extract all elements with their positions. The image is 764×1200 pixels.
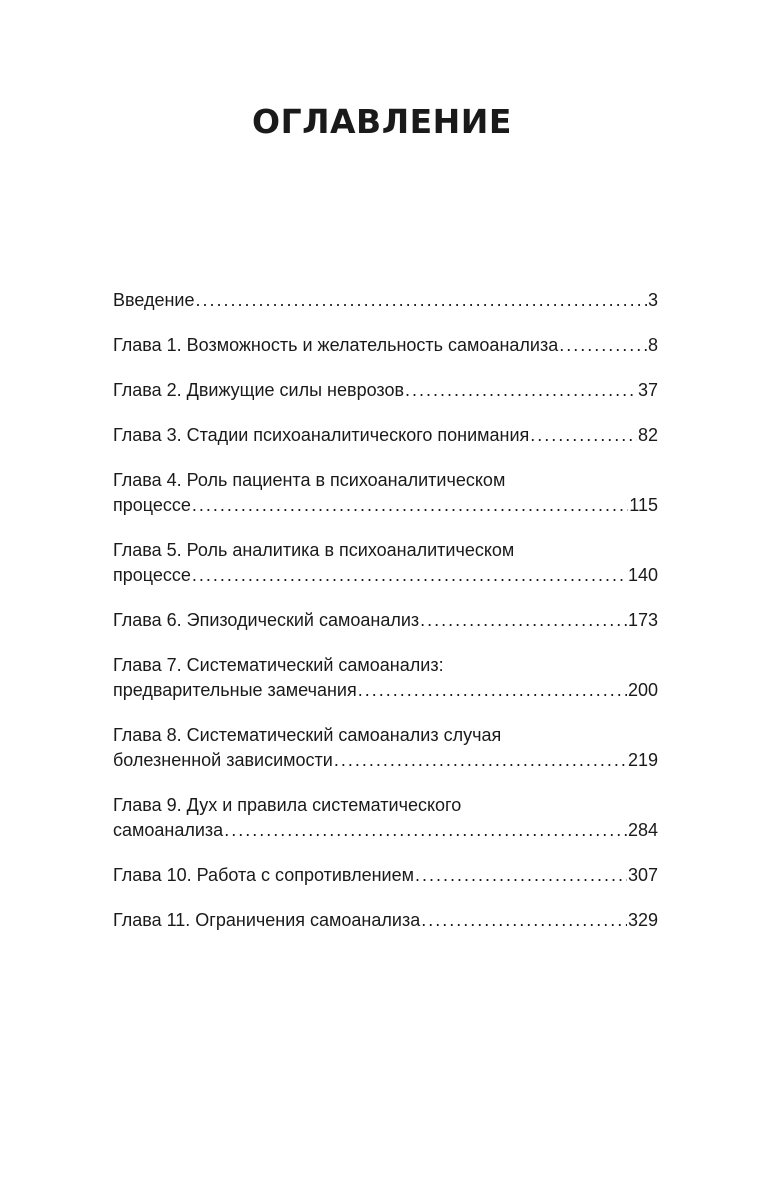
dot-leader bbox=[334, 748, 627, 773]
toc-page-number: 115 bbox=[629, 495, 658, 515]
dot-leader bbox=[358, 678, 627, 703]
dot-leader bbox=[415, 863, 627, 888]
toc-page-number: 284 bbox=[627, 820, 658, 840]
dot-leader bbox=[196, 288, 647, 313]
dot-leader bbox=[192, 493, 628, 518]
toc-page-number: 219 bbox=[627, 750, 658, 770]
toc-entry-title: Глава 10. Работа с сопротивлением bbox=[113, 865, 414, 885]
toc-entry-chapter-11[interactable] bbox=[113, 908, 658, 933]
toc-page-number: 82 bbox=[637, 425, 658, 445]
dot-leader bbox=[192, 563, 627, 588]
toc-entry-title-line-2: самоанализа bbox=[113, 820, 224, 840]
toc-entry-chapter-8[interactable] bbox=[113, 723, 658, 773]
page-title: ОГЛАВЛЕНИЕ bbox=[252, 102, 512, 141]
table-of-contents bbox=[113, 288, 658, 953]
dot-leader bbox=[530, 423, 637, 448]
toc-entry-title-line-2: процессе bbox=[113, 565, 191, 585]
dot-leader bbox=[421, 908, 627, 933]
toc-entry-title: Введение bbox=[113, 290, 195, 310]
dot-leader bbox=[405, 378, 637, 403]
dot-leader bbox=[224, 818, 627, 843]
dot-leader bbox=[559, 333, 647, 358]
toc-entry-chapter-6[interactable] bbox=[113, 608, 658, 633]
toc-page-number: 173 bbox=[627, 610, 658, 630]
toc-entry-title: Глава 6. Эпизодический самоанализ bbox=[113, 610, 420, 630]
toc-page-number: 3 bbox=[647, 290, 658, 310]
toc-entry-title-line-1: Глава 9. Дух и правила систематического bbox=[113, 795, 462, 815]
toc-page-number: 329 bbox=[627, 910, 658, 930]
toc-entry-title-line-1: Глава 7. Систематический самоанализ: bbox=[113, 655, 444, 675]
toc-page-number: 140 bbox=[627, 565, 658, 585]
toc-entry-title-line-2: процессе bbox=[113, 495, 191, 515]
toc-entry-chapter-4[interactable] bbox=[113, 468, 658, 518]
toc-entry-title-line-1: Глава 5. Роль аналитика в психоаналитическом bbox=[113, 540, 515, 560]
toc-entry-introduction[interactable] bbox=[113, 288, 658, 313]
toc-entry-chapter-5[interactable] bbox=[113, 538, 658, 588]
dot-leader bbox=[420, 608, 627, 633]
toc-entry-chapter-3[interactable] bbox=[113, 423, 658, 448]
toc-entry-title: Глава 11. Ограничения самоанализа bbox=[113, 910, 421, 930]
toc-entry-chapter-2[interactable] bbox=[113, 378, 658, 403]
toc-entry-title-line-1: Глава 8. Систематический самоанализ случая bbox=[113, 725, 502, 745]
toc-entry-chapter-1[interactable] bbox=[113, 333, 658, 358]
toc-entry-title: Глава 2. Движущие силы неврозов bbox=[113, 380, 405, 400]
toc-entry-chapter-7[interactable] bbox=[113, 653, 658, 703]
toc-entry-chapter-10[interactable] bbox=[113, 863, 658, 888]
toc-entry-title-line-2: болезненной зависимости bbox=[113, 750, 333, 770]
toc-entry-title: Глава 1. Возможность и желательность самоанализа bbox=[113, 335, 559, 355]
toc-page-number: 307 bbox=[627, 865, 658, 885]
toc-entry-title-line-1: Глава 4. Роль пациента в психоаналитическом bbox=[113, 470, 506, 490]
toc-entry-title: Глава 3. Стадии психоаналитического понимания bbox=[113, 425, 530, 445]
toc-page-number: 200 bbox=[627, 680, 658, 700]
toc-entry-title-line-2: предварительные замечания bbox=[113, 680, 357, 700]
toc-entry-chapter-9[interactable] bbox=[113, 793, 658, 843]
toc-page-number: 8 bbox=[647, 335, 658, 355]
toc-page-number: 37 bbox=[637, 380, 658, 400]
